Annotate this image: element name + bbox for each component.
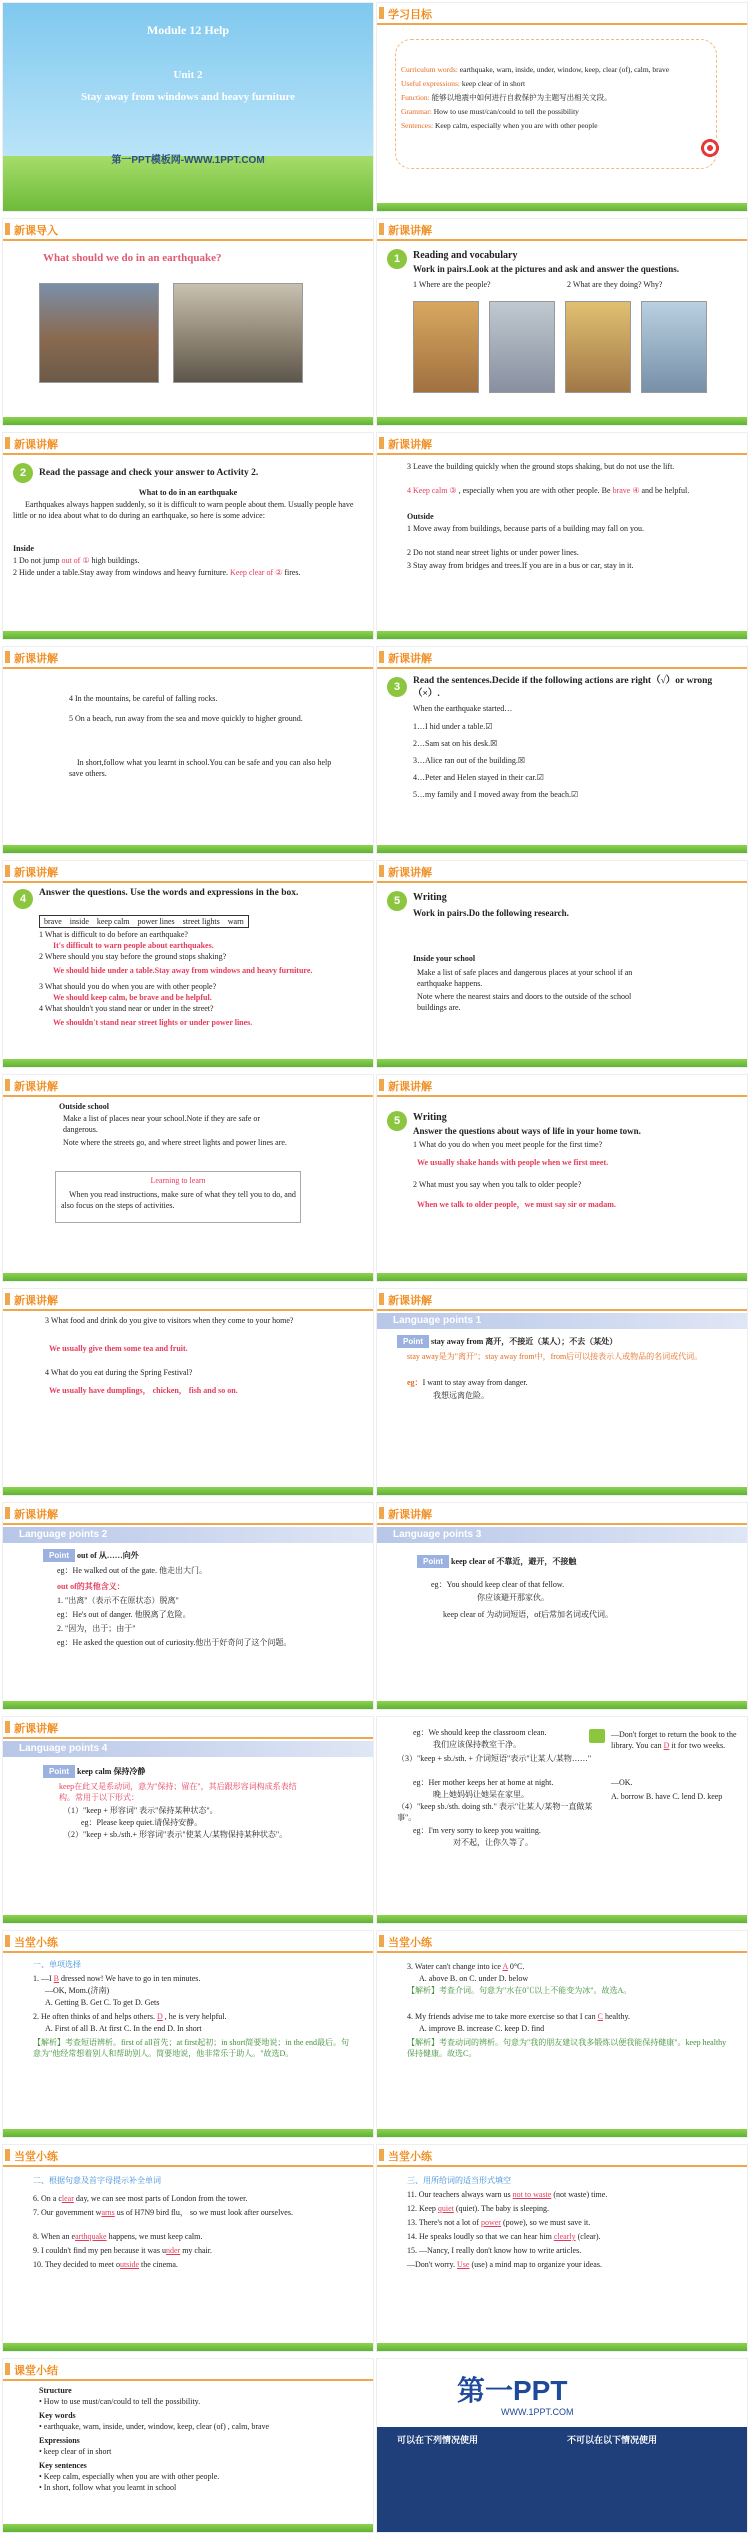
point-description: keep clear of 为动词短语，of后常加名词或代词。	[443, 1610, 613, 1619]
slide-reading[interactable]	[376, 218, 748, 426]
grass	[3, 2129, 373, 2137]
header-title: 新课讲解	[388, 1295, 432, 1307]
header-title: 新课讲解	[14, 439, 58, 451]
usage-2-translation: 我们应该保持教室干净。	[433, 1740, 521, 1749]
grass	[3, 1701, 373, 1709]
question-4: 4. My friends advise me to take more exercise so that I can C healthy.	[407, 2012, 630, 2021]
slide-header	[377, 219, 747, 241]
question-2: 2 What are they doing? Why?	[567, 280, 663, 289]
usage-1-example: eg：Please keep quiet.请保持安静。	[81, 1818, 203, 1827]
example: eg：I want to stay away from danger.	[407, 1378, 528, 1387]
header-title: 新课导入	[14, 225, 58, 237]
header-title: 当堂小练	[388, 1937, 432, 1949]
objectives-text: Curriculum words: earthquake, warn, inside, under, window, keep, clear (of), calm, brave Useful expressions: keep clear of in short Function: 能够以地震中如何进行自救保护为主题写出相关文段。 Grammar: How to use must/can/could to tell the possibility Sentences: Keep calm, especially when you are with other people	[401, 65, 670, 130]
structure-heading: Structure	[39, 2386, 72, 2395]
slide-writing-research[interactable]	[376, 860, 748, 1068]
slide-summary[interactable]	[2, 2358, 374, 2533]
slide-header	[3, 2145, 373, 2167]
step-badge: 5	[387, 891, 407, 911]
slide-header	[377, 1931, 747, 1953]
question-1-options: A. Getting B. Get C. To get D. Gets	[45, 1998, 160, 2007]
answer-3: We usually give them some tea and fruit.	[49, 1344, 188, 1353]
slide-header	[3, 1075, 373, 1097]
slide-intro[interactable]	[2, 218, 374, 426]
slide-header	[377, 647, 747, 669]
cover-title: Module 12 Help	[146, 23, 229, 37]
fill-item-11: 11. Our teachers always warn us not to waste (not waste) time.	[407, 2190, 608, 2199]
picture-1	[413, 301, 479, 393]
picture-3	[565, 301, 631, 393]
slide-language-point-3[interactable]	[376, 1502, 748, 1710]
usage-4: （4）"keep sb./sth. doing sth." 表示"让某人/某物一直做某事"。	[397, 1802, 593, 1822]
outside-item-3: 3 Stay away from bridges and trees.If you are in a bus or car, stay in it.	[407, 561, 634, 570]
header-title: 新课讲解	[388, 867, 432, 879]
grass	[3, 2524, 373, 2532]
slide-header	[377, 2145, 747, 2167]
explanation: 【解析】考查短语辨析。first of all首先；at first起初；in short简要地说；in the end最后。句意为"他经常想着别人和帮助别人。简要地说，他非常乐于助人。"故选D。	[33, 2038, 349, 2058]
language-points-banner: Language points 1	[377, 1313, 747, 1329]
section-title: 一、单项选择	[33, 1960, 81, 1969]
passage-conclusion: In short,follow what you learnt in school.You can be safe and you can also help save others.	[69, 758, 332, 778]
task-context: When the earthquake started…	[413, 704, 513, 713]
question-4: 4 What do you eat during the Spring Festival?	[45, 1368, 193, 1377]
slide-header	[377, 3, 747, 25]
fill-item-6: 6. On a clear day, we can see most parts of London from the tower.	[33, 2194, 248, 2203]
question-1: 1. —I B dressed now! We have to go in ten minutes.	[33, 1974, 201, 1983]
usage-3-example: eg：Her mother keeps her at home at night.	[413, 1778, 554, 1787]
slide-passage-cont[interactable]	[376, 432, 748, 640]
slide-header	[3, 2359, 373, 2381]
grass	[377, 203, 747, 211]
inside-school-heading: Inside your school	[413, 954, 476, 963]
sentence-2: 2…Sam sat on his desk.☒	[413, 739, 498, 748]
grass	[3, 2343, 373, 2351]
grass	[377, 417, 747, 425]
structure-item: • How to use must/can/could to tell the possibility.	[39, 2397, 201, 2406]
inside-item-1: 1 Do not jump out of ① high buildings.	[13, 556, 140, 565]
explanation-3: 【解析】考查介词。句意为"水在0℃以上不能变为冰"。故选A。	[407, 1986, 632, 1995]
fill-item-12: 12. Keep quiet (quiet). The baby is sleeping.	[407, 2204, 550, 2213]
slide-header	[377, 861, 747, 883]
fill-item-9: 9. I couldn't find my pen because it was under my chair.	[33, 2246, 212, 2255]
question-2: 2 What must you say when you talk to older people?	[413, 1180, 582, 1189]
slide-brand-end[interactable]	[376, 2358, 748, 2533]
learning-text: When you read instructions, make sure of what they tell you to do, and also focus on the steps of activities.	[61, 1190, 296, 1210]
not-allowed-heading: 不可以在以下情况使用	[567, 2435, 658, 2445]
inside-item-2: 2 Hide under a table.Stay away from windows and heavy furniture. Keep clear of ② fires.	[13, 568, 301, 577]
answer-2: When we talk to older people，we must say sir or madam.	[417, 1200, 616, 1209]
question-3: 3. Water can't change into ice A 0°C.	[407, 1962, 525, 1971]
header-title: 新课讲解	[14, 867, 58, 879]
other-meanings: out of的其他含义：	[57, 1582, 125, 1591]
section-heading: Reading and vocabulary	[413, 250, 518, 261]
slide-header	[3, 1289, 373, 1311]
point-phrase: Point keep calm 保持冷静	[43, 1765, 145, 1778]
task-instruction: Answer the questions. Use the words and expressions in the box.	[39, 888, 299, 898]
language-points-banner: Language points 3	[377, 1527, 747, 1543]
header-title: 新课讲解	[388, 439, 432, 451]
question-4: 4 What shouldn't you stand near or under in the street?	[39, 1004, 214, 1013]
practice-question: —Don't forget to return the book to the library. You can D it for two weeks.	[611, 1730, 737, 1750]
slide-language-point-2[interactable]	[2, 1502, 374, 1710]
grass	[377, 2129, 747, 2137]
header-title: 新课讲解	[388, 653, 432, 665]
cover-unit: Unit 2	[173, 69, 203, 81]
passage-paragraph: Earthquakes always happen suddenly, so it is difficult to warn people about them. Usually people have little or no idea about what to do during an earthquake, so here is some advice:	[13, 500, 354, 520]
outside-item-4: 4 In the mountains, be careful of falling rocks.	[69, 694, 218, 703]
question-3: 3 What should you do when you are with other people?	[39, 982, 217, 991]
header-title: 新课讲解	[388, 1509, 432, 1521]
outside-item-5: 5 On a beach, run away from the sea and move quickly to higher ground.	[69, 714, 303, 723]
question-2-options: A. First of all B. At first C. In the end D. In short	[45, 2024, 202, 2033]
earthquake-photo-2	[173, 283, 303, 383]
header-title: 新课讲解	[14, 653, 58, 665]
header-title: 当堂小练	[14, 2151, 58, 2163]
grass	[377, 631, 747, 639]
earthquake-photo-1	[39, 283, 159, 383]
expressions-item: • keep clear of in short	[39, 2447, 112, 2456]
answer-2: We should hide under a table.Stay away from windows and heavy furniture.	[53, 966, 313, 975]
slide-header	[3, 219, 373, 241]
picture-4	[641, 301, 707, 393]
example: eg：You should keep clear of that fellow.	[431, 1580, 565, 1589]
header-title: 新课讲解	[14, 1295, 58, 1307]
slide-objectives[interactable]	[376, 2, 748, 212]
header-title: 新课讲解	[388, 225, 432, 237]
header-title: 当堂小练	[388, 2151, 432, 2163]
header-title: 新课讲解	[14, 1509, 58, 1521]
slide-header	[377, 433, 747, 455]
slide-right-wrong[interactable]	[376, 646, 748, 854]
grass	[377, 1701, 747, 1709]
question-2: 2. He often thinks of and helps others. D , he is very helpful.	[33, 2012, 227, 2021]
point-description: keep在此又是系动词，意为"保持；留在"，其后跟形容词构成系表结构。常用于以下形式：	[59, 1782, 297, 1802]
passage-instruction: Read the passage and check your answer to Activity 2.	[39, 468, 259, 478]
outside-item-1: Make a list of places near your school.Note if they are safe or dangerous.	[63, 1114, 261, 1134]
question-1: 1 What do you do when you meet people for the first time?	[413, 1140, 603, 1149]
grass	[377, 2343, 747, 2351]
slide-header	[3, 433, 373, 455]
sentence-5: 5…my family and I moved away from the beach.☑	[413, 790, 579, 799]
example-1: eg：He walked out of the gate. 他走出大门。	[57, 1566, 207, 1575]
language-points-banner: Language points 2	[3, 1527, 373, 1543]
learning-title: Learning to learn	[150, 1176, 206, 1185]
header-title: 当堂小练	[14, 1937, 58, 1949]
slide-header	[377, 1075, 747, 1097]
grass	[3, 1059, 373, 1067]
slide-language-point-1[interactable]	[376, 1288, 748, 1496]
slide-practice-3[interactable]	[2, 2144, 374, 2352]
grass	[3, 1915, 373, 1923]
point-phrase: Point stay away from 离开，不接近（某人）；不去（某处）	[397, 1335, 617, 1348]
task-heading: Work in pairs.Look at the pictures and ask and answer the questions.	[413, 264, 679, 274]
fill-item-7: 7. Our government warns us of H7N9 bird flu， so we must look after ourselves.	[33, 2208, 293, 2217]
key-sentence-2: • In short, follow what you learnt in school	[39, 2483, 177, 2492]
slide-header	[3, 1717, 373, 1739]
fill-item-14: 14. He speaks loudly so that we can hear him clearly (clear).	[407, 2232, 601, 2241]
usage-2: （2）"keep + sb./sth.+ 形容词"表示"使某人/某物保持某种状态"。	[63, 1830, 288, 1839]
practice-icon	[589, 1729, 605, 1743]
meaning-2-example: eg：He asked the question out of curiosity.他出于好奇问了这个问题。	[57, 1638, 292, 1647]
meaning-1: 1. "出离"（表示不在原状态）脱离"	[57, 1596, 179, 1605]
slide-passage[interactable]	[2, 432, 374, 640]
usage-2-example: eg：We should keep the classroom clean.	[413, 1728, 547, 1737]
question-1-reply: —OK, Mom.(济南)	[45, 1986, 110, 1995]
grass	[377, 1915, 747, 1923]
inside-item-3: 3 Leave the building quickly when the ground stops shaking, but do not use the lift.	[407, 462, 675, 471]
step-badge: 1	[387, 249, 407, 269]
question-4-options: A. improve B. increase C. keep D. find	[419, 2024, 545, 2033]
outside-item-2: 2 Do not stand near street lights or under power lines.	[407, 548, 579, 557]
task-heading: Answer the questions about ways of life in your home town.	[413, 1126, 641, 1136]
outside-item-2: Note where the streets go, and where street lights and power lines are.	[63, 1138, 287, 1147]
question-2: 2 Where should you stay before the ground stops shaking?	[39, 952, 227, 961]
outside-heading: Outside	[407, 512, 434, 521]
answer-1: It's difficult to warn people about earthquakes.	[53, 941, 214, 950]
key-sentence-1: • Keep calm, especially when you are with other people.	[39, 2472, 220, 2481]
slide-header	[3, 1931, 373, 1953]
brand-logo: 第一PPT	[457, 2375, 568, 2406]
outside-school-heading: Outside school	[59, 1102, 110, 1111]
slide-header	[3, 647, 373, 669]
header-title: 新课讲解	[388, 1081, 432, 1093]
task-instruction: Read the sentences.Decide if the following actions are right（√）or wrong（×）.	[413, 676, 713, 699]
sentence-1: 1…I hid under a table.☑	[413, 722, 493, 731]
section-title: 三、用所给词的适当形式填空	[407, 2176, 511, 2185]
explanation-4: 【解析】考查动词的辨析。句意为"我的朋友建议我多锻炼以便我能保持健康"。keep healthy保持健康。故选C。	[407, 2038, 727, 2058]
slide-practice-1[interactable]	[2, 1930, 374, 2138]
practice-reply: —OK.	[611, 1778, 633, 1787]
slide-writing-cont[interactable]	[2, 1288, 374, 1496]
point-phrase: Point keep clear of 不靠近，避开，不接触	[417, 1555, 576, 1568]
answer-4: We shouldn't stand near street lights or under power lines.	[53, 1018, 253, 1027]
grass	[377, 1059, 747, 1067]
key-words-item: • earthquake, warn, inside, under, window, keep, clear (of) , calm, brave	[39, 2422, 270, 2431]
fill-item-8: 8. When an earthquake happens, we must keep calm.	[33, 2232, 203, 2241]
step-badge: 4	[13, 889, 33, 909]
step-badge: 2	[13, 463, 33, 483]
answer-4: We usually have dumplings， chicken， fish and so on.	[49, 1386, 238, 1395]
section-title: 二、根据句意及首字母提示补全单词	[33, 2176, 161, 2185]
meaning-2: 2. "因为，出于；由于"	[57, 1624, 136, 1633]
slide-passage-end[interactable]	[2, 646, 374, 854]
inside-item-4: 4 Keep calm ③ , especially when you are with other people. Be brave ④ and be helpful.	[407, 486, 690, 495]
intro-question: What should we do in an earthquake?	[43, 252, 222, 264]
header-title: 课堂小结	[14, 2365, 58, 2377]
research-item-1: Make a list of safe places and dangerous places at your school if an earthquake happens.	[417, 968, 633, 988]
usage-4-translation: 对不起，让你久等了。	[453, 1838, 533, 1847]
question-3: 3 What food and drink do you give to visitors when they come to your home?	[45, 1316, 294, 1325]
header-title: 新课讲解	[14, 1723, 58, 1735]
example-translation: 你应该避开那家伙。	[477, 1593, 549, 1602]
slide-cover[interactable]	[2, 2, 374, 212]
target-icon	[699, 137, 721, 159]
outside-item-1: 1 Move away from buildings, because parts of a building may fall on you.	[407, 524, 645, 533]
slide-header	[3, 1503, 373, 1525]
usage-4-example: eg：I'm very sorry to keep you waiting.	[413, 1826, 541, 1835]
slide-language-point-4[interactable]	[2, 1716, 374, 1924]
slide-practice-2[interactable]	[376, 1930, 748, 2138]
task-heading: Work in pairs.Do the following research.	[413, 908, 569, 918]
grass	[377, 1273, 747, 1281]
usage-3: （3）"keep + sb./sth. + 介词短语"表示"让某人/某物……"	[397, 1754, 592, 1763]
slide-language-point-4-cont[interactable]	[376, 1716, 748, 1924]
language-points-banner: Language points 4	[3, 1741, 373, 1757]
point-phrase: Point out of 从……向外	[43, 1549, 139, 1562]
question-1: 1 What is difficult to do before an earthquake?	[39, 930, 188, 939]
header-title: 学习目标	[388, 9, 432, 21]
allowed-heading: 可以在下列情况使用	[397, 2435, 479, 2445]
fill-item-15-reply: —Don't worry. Use (use) a mind map to organize your ideas.	[407, 2260, 602, 2269]
grass	[377, 1487, 747, 1495]
header-title: 新课讲解	[14, 1081, 58, 1093]
grass	[3, 1487, 373, 1495]
picture-2	[489, 301, 555, 393]
word-box: brave inside keep calm power lines street lights warn	[39, 915, 249, 928]
fill-item-15: 15. —Nancy, I really don't know how to write articles.	[407, 2246, 582, 2255]
step-badge: 3	[387, 677, 407, 697]
slide-header	[377, 1289, 747, 1311]
grass	[3, 417, 373, 425]
fill-item-10: 10. They decided to meet outside the cinema.	[33, 2260, 178, 2269]
grass	[3, 631, 373, 639]
answer-3: We should keep calm, be brave and be helpful.	[53, 993, 212, 1002]
section-heading: Writing	[413, 1112, 447, 1123]
inside-heading: Inside	[13, 544, 34, 553]
expressions-heading: Expressions	[39, 2436, 80, 2445]
usage-1: （1）"keep + 形容词" 表示"保持某种状态"。	[63, 1806, 218, 1815]
slide-practice-4[interactable]	[376, 2144, 748, 2352]
research-item-2: Note where the nearest stairs and doors to the outside of the school buildings are.	[417, 992, 632, 1012]
key-words-heading: Key words	[39, 2411, 76, 2420]
question-3-options: A. above B. on C. under D. below	[419, 1974, 529, 1983]
slide-header	[3, 861, 373, 883]
slide-writing-home-town[interactable]	[376, 1074, 748, 1282]
passage-title: What to do in an earthquake	[138, 488, 238, 497]
practice-options: A. borrow B. have C. lend D. keep	[611, 1792, 723, 1801]
slide-outside-school[interactable]	[2, 1074, 374, 1282]
slide-answer-questions[interactable]	[2, 860, 374, 1068]
question-1: 1 Where are the people?	[413, 280, 491, 289]
grass	[3, 845, 373, 853]
point-description: stay away是为"离开"；stay away from中，from后可以接表示人或物品的名词或代词。	[407, 1352, 703, 1361]
brand-url: WWW.1PPT.COM	[501, 2407, 574, 2417]
usage-3-translation: 晚上她妈妈让她呆在家里。	[433, 1790, 529, 1799]
slide-header	[377, 1503, 747, 1525]
step-badge: 5	[387, 1111, 407, 1131]
sentence-3: 3…Alice ran out of the building.☒	[413, 756, 526, 765]
cover-brand: 第一PPT模板网-WWW.1PPT.COM	[111, 155, 265, 166]
meaning-1-example: eg：He's out of danger. 他脱离了危险。	[57, 1610, 191, 1619]
sentence-4: 4…Peter and Helen stayed in their car.☑	[413, 773, 544, 782]
answer-1: We usually shake hands with people when we first meet.	[417, 1158, 609, 1167]
key-sentences-heading: Key sentences	[39, 2461, 87, 2470]
grass	[377, 845, 747, 853]
cover-subtitle: Stay away from windows and heavy furniture	[80, 91, 296, 103]
fill-item-13: 13. There's not a lot of power (powe), so we must save it.	[407, 2218, 591, 2227]
example-translation: 我想远离危险。	[433, 1391, 489, 1400]
section-heading: Writing	[413, 892, 447, 903]
grass	[3, 1273, 373, 1281]
